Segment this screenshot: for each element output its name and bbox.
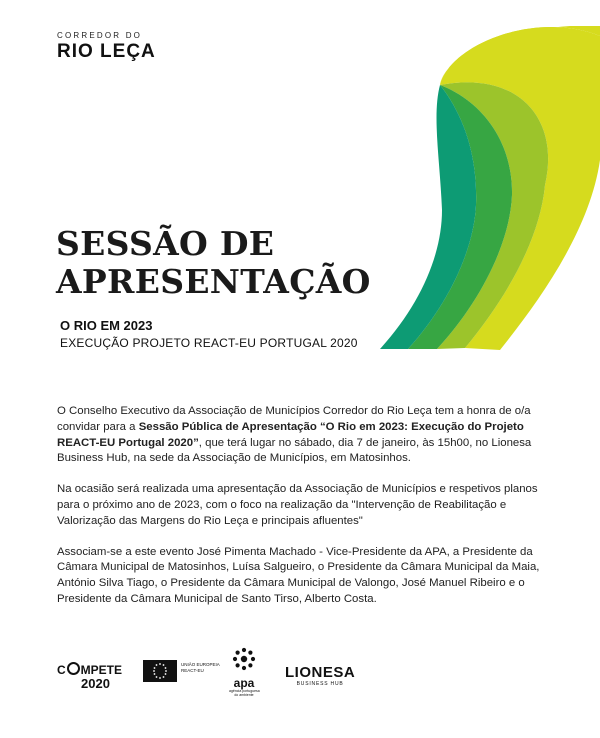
- apa-word: apa: [233, 676, 255, 690]
- eu-text: [181, 662, 220, 674]
- eu-line-1: UNIÃO EUROPEIA: [181, 662, 220, 667]
- apa-dots-icon: [231, 646, 257, 672]
- lionesa-logo: [285, 664, 355, 687]
- sponsor-logos: [57, 642, 377, 702]
- compete-letter: C: [57, 663, 66, 677]
- paragraph-presentation: Na ocasião será realizada uma apresentação da Associação de Municípios e respetivos planos para o próximo ano de 2023, com o foco na realização da "Intervenção de Reabilitação e Valorização das Margens do Rio Leça e principais afluentes": [57, 483, 538, 527]
- subtitle-line-2: EXECUÇÃO PROJETO REACT-EU PORTUGAL 2020: [60, 336, 358, 350]
- subtitle-line-1: O RIO EM 2023: [60, 318, 153, 333]
- event-name: Sessão Pública de Apresentação “O Rio em 2023: Execução do Projeto REACT-EU Portugal 2020”: [57, 420, 524, 449]
- lionesa-sub: BUSINESS HUB: [296, 681, 344, 687]
- title-line-1: SESSÃO DE: [56, 224, 275, 263]
- eu-react-logo: [143, 660, 220, 682]
- compete-year: 2020: [81, 676, 110, 691]
- eu-line-2: REACT-EU: [181, 668, 204, 673]
- title-line-2: APRESENTAÇÃO: [56, 262, 371, 301]
- apa-fine-2: do ambiente: [234, 693, 254, 697]
- paragraph-invitation: [57, 404, 552, 467]
- subtitle: [60, 318, 358, 350]
- paragraph-participants: Associam-se a este evento José Pimenta Machado - Vice-Presidente da APA, a Presidente da Câmara Municipal de Matosinhos, Luísa Salgueiro, o Presidente da Câmara Municipal da Maia, António Silva Tiago, o Presidente da Câmara Municipal de Valongo, José Manuel Ribeiro e o Presidente da Câmara Municipal de Santo Tirso, Alberto Costa.: [57, 545, 540, 605]
- compete-o-ring-icon: [67, 662, 80, 675]
- invitation-body: [57, 404, 552, 623]
- apa-fine-1: agência portuguesa: [229, 689, 260, 693]
- brand-main-text: RIO LEÇA: [57, 41, 156, 62]
- lionesa-main: LIONESA: [285, 664, 356, 681]
- paragraph-invitation-start: O Conselho Executivo da Associação de Municípios Corredor do Rio Leça tem a honra de o/a convidar para a: [57, 405, 531, 433]
- compete-2020-logo: [57, 662, 122, 690]
- apa-logo: [229, 646, 259, 697]
- compete-text: [57, 663, 122, 677]
- page-title: [56, 225, 371, 301]
- compete-rest: MPETE: [80, 663, 123, 677]
- brand-top-text: CORREDOR DO: [57, 31, 143, 40]
- eu-flag-icon: [143, 660, 177, 682]
- paragraph-invitation-end: , que terá lugar no sábado, dia 7 de janeiro, às 15h00, no Lionesa Business Hub, na sede da Associação de Municípios, em Matosinhos.: [57, 436, 532, 465]
